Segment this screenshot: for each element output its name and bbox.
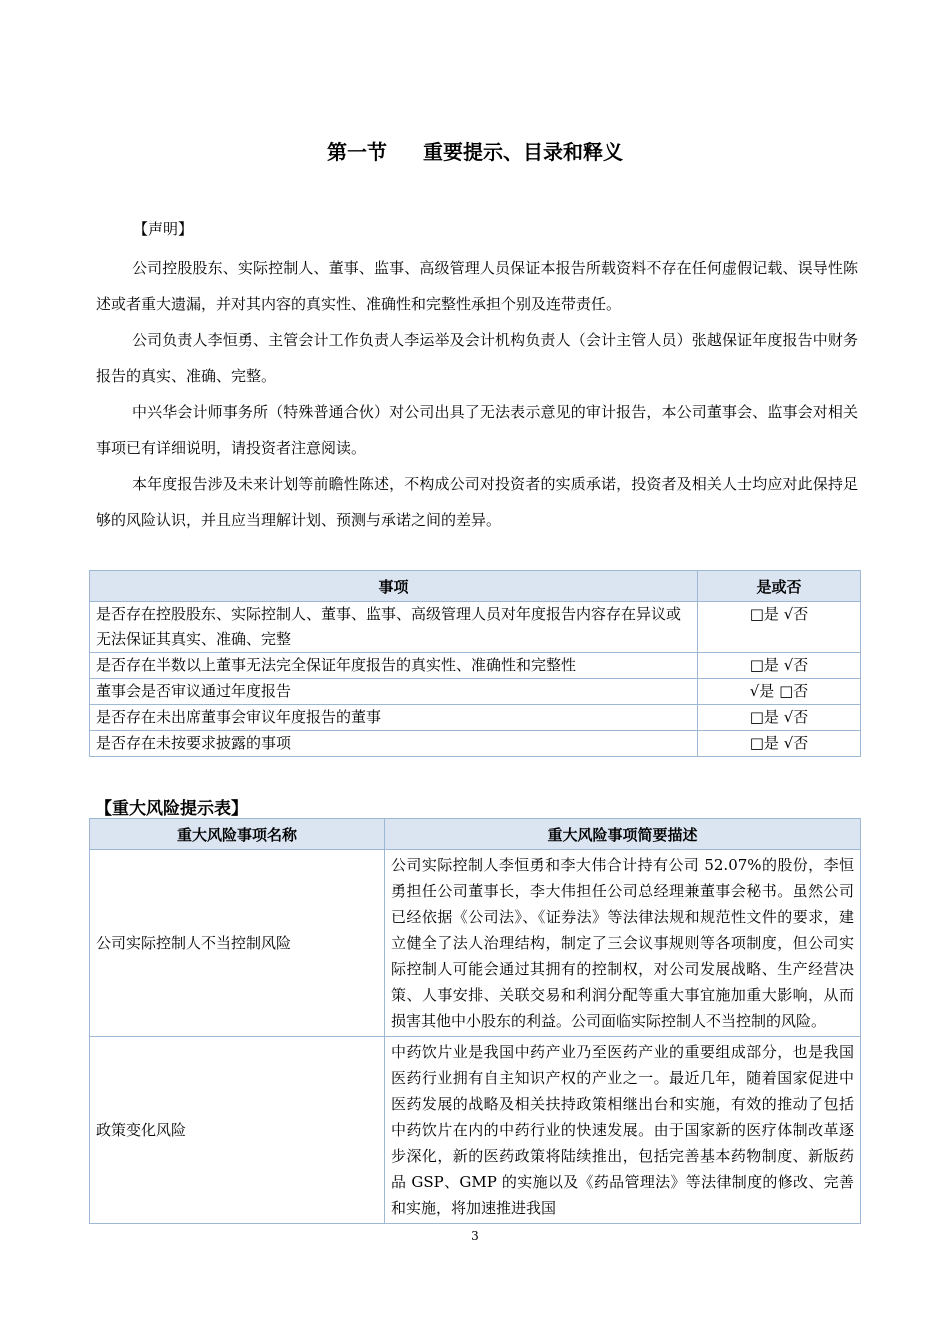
risk-section-title: 【重大风险提示表】 [95, 799, 248, 819]
paragraph-4: 本年度报告涉及未来计划等前瞻性陈述，不构成公司对投资者的实质承诺，投资者及相关人士均应对此保持足够的风险认识，并且应当理解计划、预测与承诺之间的差异。 [96, 475, 858, 529]
risk-table [89, 818, 861, 1224]
matter-answer: □是 √否 [698, 653, 861, 679]
risk-description: 中药饮片业是我国中药产业乃至医药产业的重要组成部分，也是我国医药行业拥有自主知识产权的产业之一。最近几年，随着国家促进中医药发展的战略及相关扶持政策相继出台和实施，有效的推动了包括中药饮片在内的中药行业的快速发展。由于国家新的医疗体制改革逐步深化，新的医药政策将陆续推出，包括完善基本药物制度、新版药品 GSP、GMP 的实施以及《药品管理法》等法律制度的修改、完善和实施，将加速推进我国 [385, 1037, 861, 1224]
table-row [90, 1037, 861, 1224]
declaration-label: 【声明】 [133, 220, 194, 238]
matter-answer: √是 □否 [698, 679, 861, 705]
section-name: 重要提示、目录和释义 [423, 140, 623, 164]
risk-name: 公司实际控制人不当控制风险 [90, 850, 385, 1037]
risk-header-row [90, 819, 861, 850]
matter-item: 是否存在控股股东、实际控制人、董事、监事、高级管理人员对年度报告内容存在异议或无法保证其真实、准确、完整 [90, 602, 698, 653]
matter-item: 是否存在半数以上董事无法完全保证年度报告的真实性、准确性和完整性 [90, 653, 698, 679]
section-title [0, 136, 950, 165]
matter-answer: □是 √否 [698, 602, 861, 653]
table-row [90, 850, 861, 1037]
paragraph-2: 公司负责人李恒勇、主管会计工作负责人李运举及会计机构负责人（会计主管人员）张越保证年度报告中财务报告的真实、准确、完整。 [96, 331, 858, 385]
matter-item: 是否存在未出席董事会审议年度报告的董事 [90, 705, 698, 731]
table-row [90, 679, 861, 705]
risk-header-description: 重大风险事项简要描述 [385, 819, 861, 850]
table-row [90, 653, 861, 679]
risk-header-name: 重大风险事项名称 [90, 819, 385, 850]
table-row [90, 602, 861, 653]
section-number: 第一节 [327, 140, 387, 164]
matters-table [89, 570, 861, 757]
matter-item: 董事会是否审议通过年度报告 [90, 679, 698, 705]
paragraph-3: 中兴华会计师事务所（特殊普通合伙）对公司出具了无法表示意见的审计报告，本公司董事会、监事会对相关事项已有详细说明，请投资者注意阅读。 [96, 403, 858, 457]
paragraph-1: 公司控股股东、实际控制人、董事、监事、高级管理人员保证本报告所载资料不存在任何虚假记载、误导性陈述或者重大遗漏，并对其内容的真实性、准确性和完整性承担个别及连带责任。 [96, 259, 858, 313]
risk-description: 公司实际控制人李恒勇和李大伟合计持有公司 52.07%的股份，李恒勇担任公司董事长，李大伟担任公司总经理兼董事会秘书。虽然公司已经依据《公司法》、《证券法》等法律法规和规范性文件的要求，建立健全了法人治理结构，制定了三会议事规则等各项制度，但公司实际控制人可能会通过其拥有的控制权，对公司发展战略、生产经营决策、人事安排、关联交易和利润分配等重大事宜施加重大影响，从而损害其他中小股东的利益。公司面临实际控制人不当控制的风险。 [385, 850, 861, 1037]
matter-item: 是否存在未按要求披露的事项 [90, 731, 698, 757]
matter-answer: □是 √否 [698, 731, 861, 757]
page-number: 3 [471, 1229, 479, 1243]
matters-header-answer: 是或否 [698, 571, 861, 602]
table-row [90, 731, 861, 757]
risk-name: 政策变化风险 [90, 1037, 385, 1224]
matters-header-item: 事项 [90, 571, 698, 602]
matter-answer: □是 √否 [698, 705, 861, 731]
matters-header-row [90, 571, 861, 602]
table-row [90, 705, 861, 731]
